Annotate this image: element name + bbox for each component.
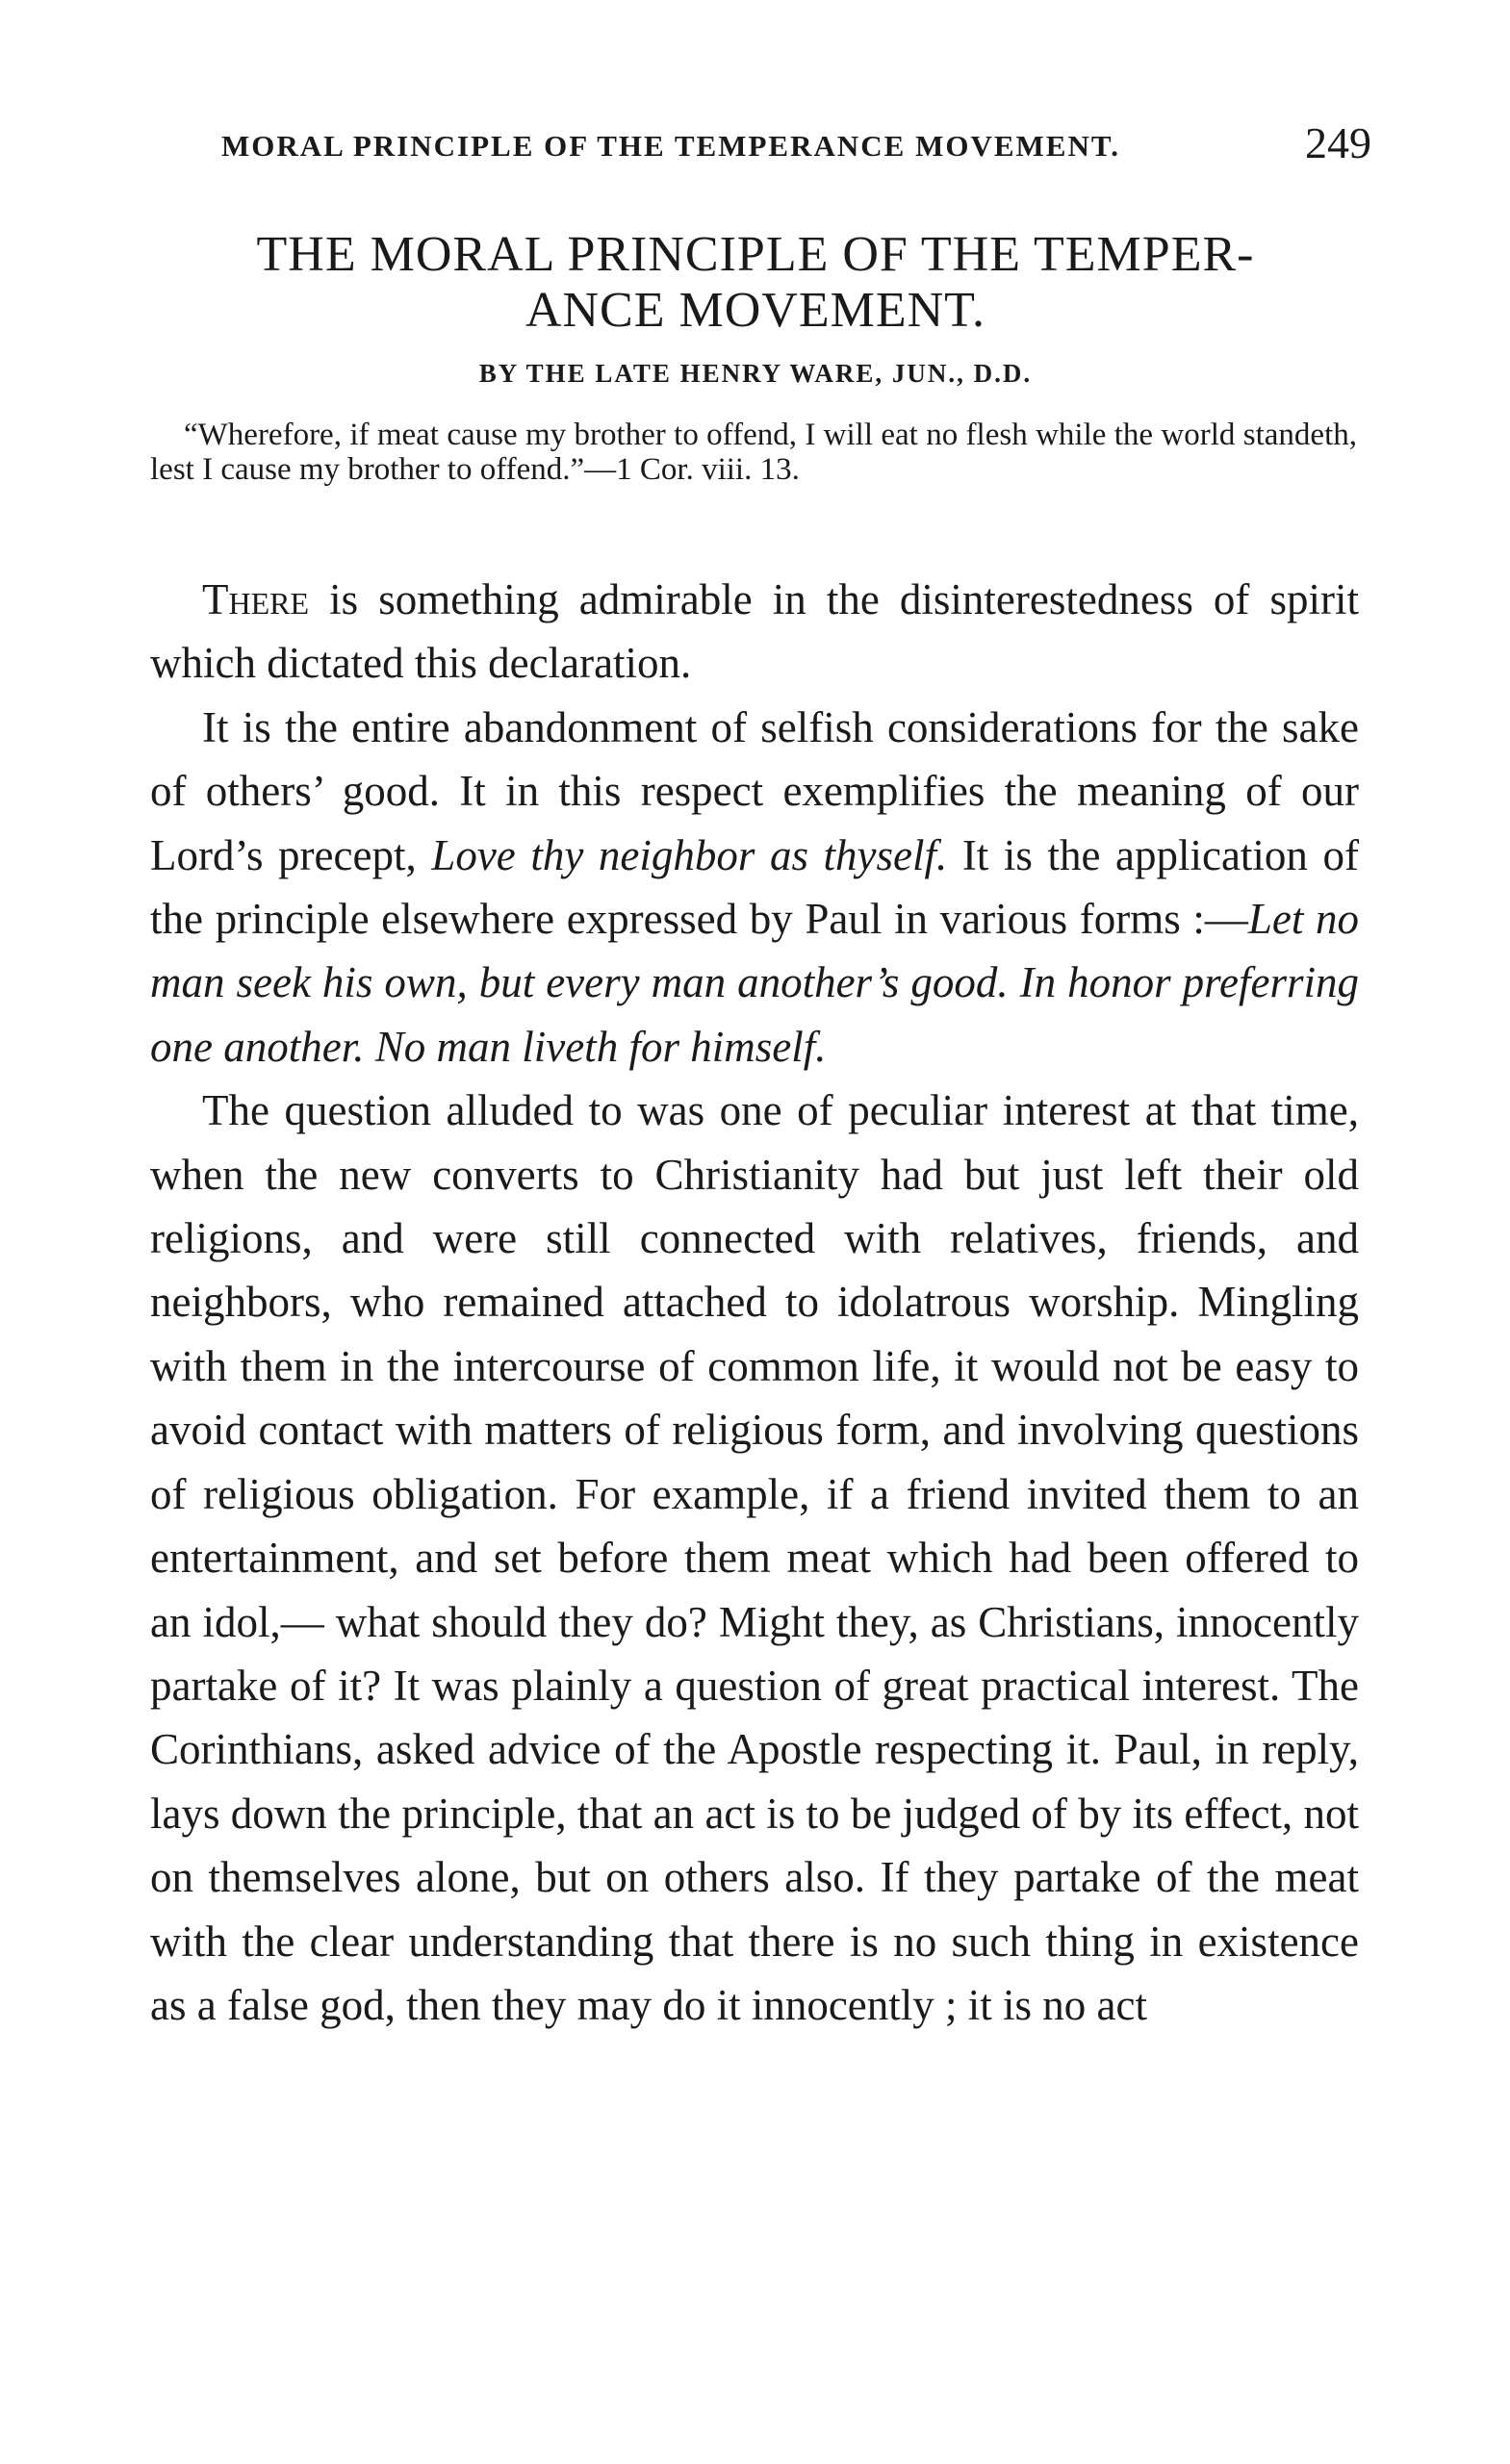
article-title bbox=[144, 227, 1367, 339]
paragraph-1-text: is something admirable in the disinterestedness of spirit which dictated this declaration. bbox=[150, 575, 1359, 688]
page-number: 249 bbox=[1305, 118, 1371, 167]
running-head bbox=[221, 117, 1371, 175]
running-head-title: MORAL PRINCIPLE OF THE TEMPERANCE MOVEMENT. bbox=[221, 129, 1120, 163]
paragraph-2 bbox=[150, 696, 1359, 1079]
article-byline: BY THE LATE HENRY WARE, JUN., D.D. bbox=[478, 359, 1033, 388]
paragraph-1-lead: There bbox=[202, 575, 310, 623]
paragraph-2-text-b: It is the application of the principle elsewhere expressed by Paul in various forms :— bbox=[150, 830, 1359, 944]
article-title-line-2: ANCE MOVEMENT. bbox=[525, 283, 986, 338]
paragraph-3: The question alluded to was one of peculiar interest at that time, when the new converts to Christianity had but just left their old religions, and were still connected with relatives, friends, and neighbors, who remained attached to idolatrous worship. Mingling with them in the intercourse of common life, it would not be easy to avoid contact with matters of religious form, and involving questions of religious obligation. For example, if a friend invited them to an entertainment, and set before them meat which had been offered to an idol,— what should they do? Might they, as Christians, innocently partake of it? It was plainly a question of great practical interest. The Corinthians, asked advice of the Apostle respecting it. Paul, in reply, lays down the principle, that an act is to be judged of by its effect, not on themselves alone, but on others also. If they partake of the meat with the clear understanding that there is no such thing in existence as a false god, then they may do it innocently ; it is no act bbox=[150, 1086, 1359, 2029]
paragraph-2-quote-1: Love thy neighbor as thyself. bbox=[431, 830, 948, 879]
article-title-line-1: THE MORAL PRINCIPLE OF THE TEMPER- bbox=[256, 227, 1255, 282]
epigraph: “Wherefore, if meat cause my brother to offend, I will eat no flesh while the world standeth, lest I cause my brother to offend.”—1 Cor. viii. 13. bbox=[150, 418, 1357, 487]
paragraph-2-quote-2: Let no man seek his own, but every man another’s good. In honor preferring one another. No man liveth for himself. bbox=[150, 895, 1359, 1071]
paragraph-1 bbox=[150, 568, 1359, 696]
paragraph-2-text-a: It is the entire abandonment of selfish considerations for the sake of others’ good. It in this respect exemplifies the meaning of our Lord’s precept, bbox=[150, 702, 1359, 879]
article-body bbox=[150, 568, 1359, 2037]
